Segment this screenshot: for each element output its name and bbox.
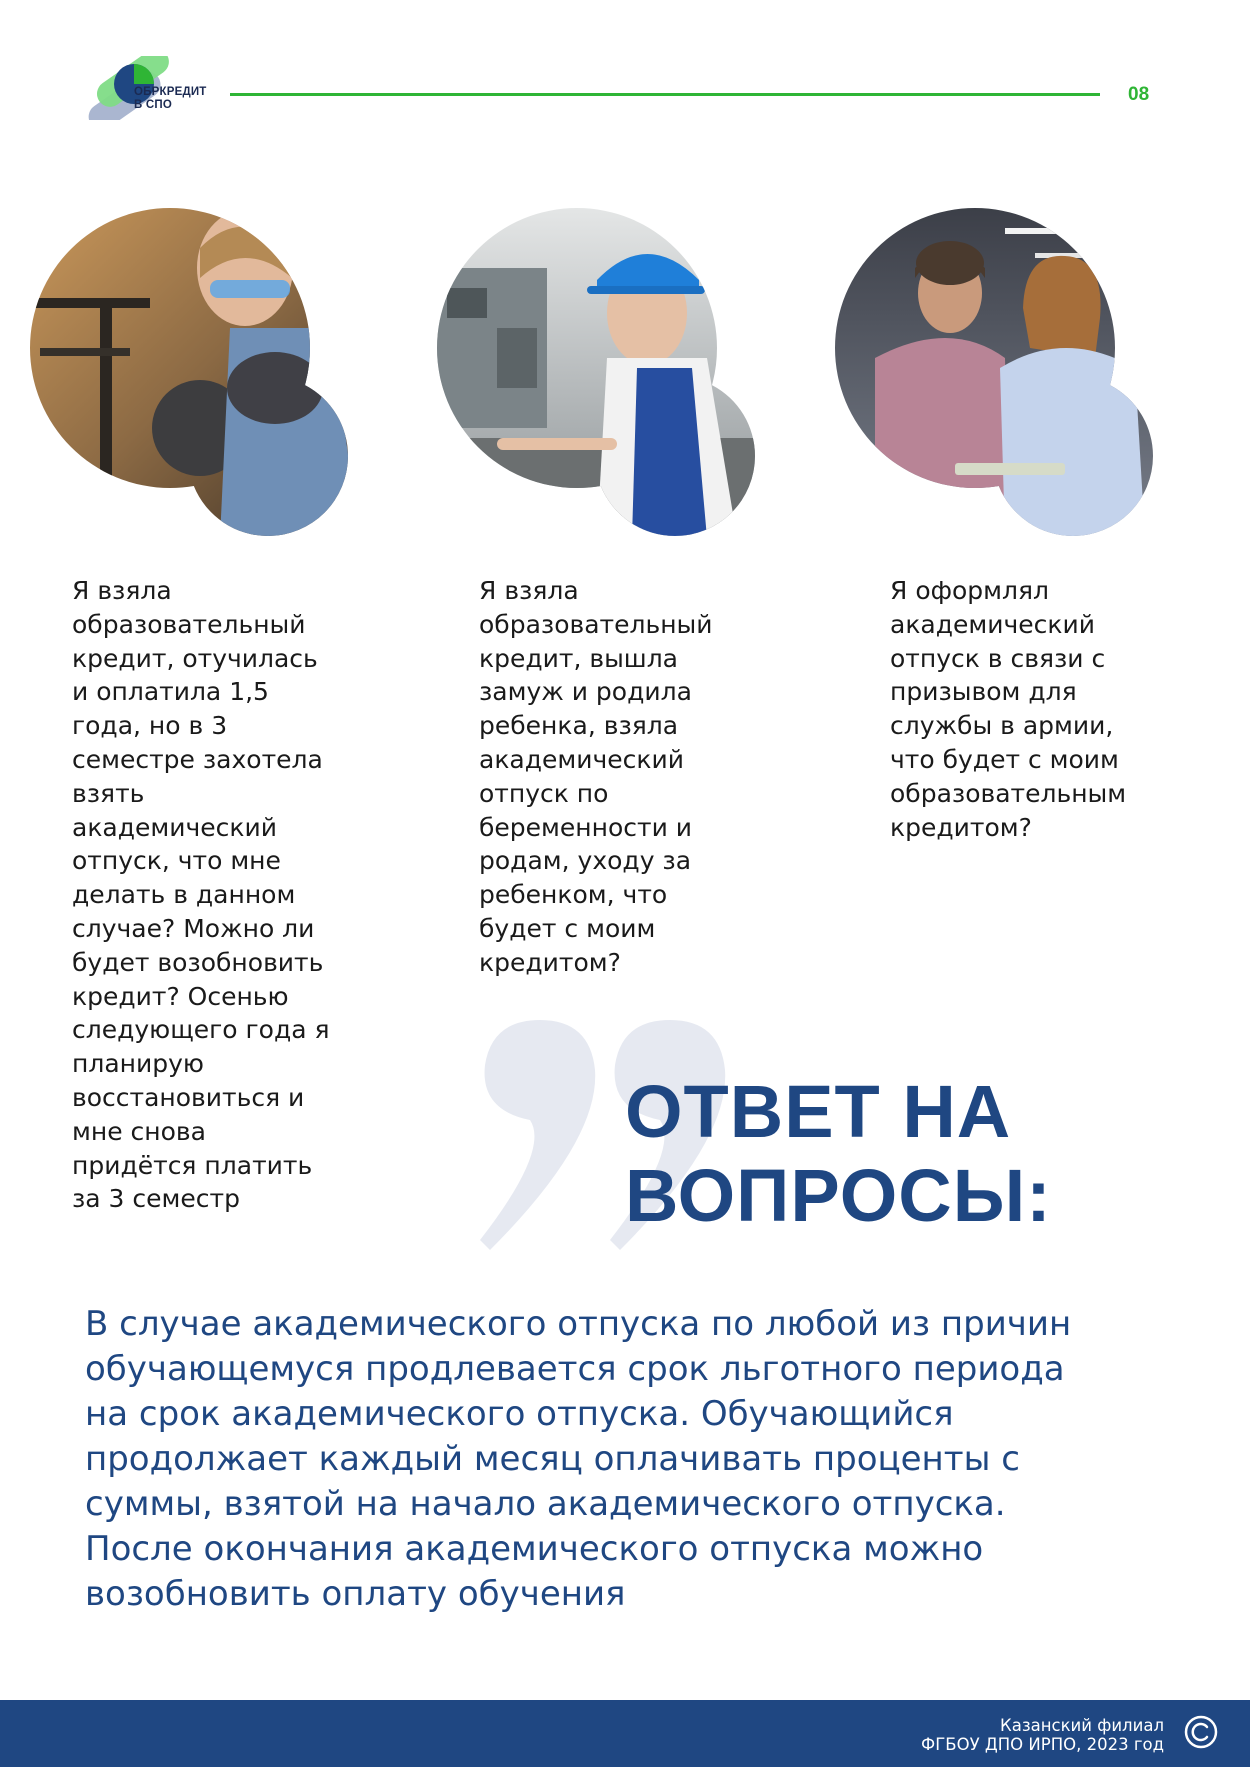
photo-students-pair xyxy=(835,208,1165,538)
question-text-2: Я взяла образовательный кредит, вышла замуж и родила ребенка, взяла академический отпуск по беременности и родам, уходу за ребенком, что будет с моим кредитом? xyxy=(479,576,713,977)
logo-text: ОБРКРЕДИТ В СПО xyxy=(134,86,207,111)
photo-worker-woman-helmet xyxy=(437,208,767,538)
page-header xyxy=(0,0,1250,160)
page-footer xyxy=(0,1700,1250,1767)
copyright-icon xyxy=(1183,1714,1219,1750)
answer-text: В случае академического отпуска по любой из причин обучающемуся продлевается срок льготного периода на срок академического отпуска. Обучающийся продолжает каждый месяц оплачивать проценты с суммы, взятой на начало академического отпуска. После окончания академического отпуска можно возобновить оплату обучения xyxy=(85,1304,1072,1614)
logo xyxy=(84,56,224,120)
page-number: 08 xyxy=(1128,84,1150,105)
question-text-1: Я взяла образовательный кредит, отучилась и оплатила 1,5 года, но в 3 семестре захотела взять академический отпуск, что мне делать в данном случае? Можно ли будет возобновить кредит? Осенью следующего года я планирую восстановиться и мне снова придётся платить за 3 семестр xyxy=(72,576,330,1214)
header-divider xyxy=(230,93,1100,96)
question-text-3: Я оформлял академический отпуск в связи с призывом для службы в армии, что будет с моим образовательным кредитом? xyxy=(890,576,1127,842)
answer-title: ОТВЕТ НА ВОПРОСЫ: xyxy=(625,1070,1052,1237)
footer-text: Казанский филиал ФГБОУ ДПО ИРПО, 2023 год xyxy=(921,1716,1164,1754)
photo-welder-woman xyxy=(30,208,360,538)
